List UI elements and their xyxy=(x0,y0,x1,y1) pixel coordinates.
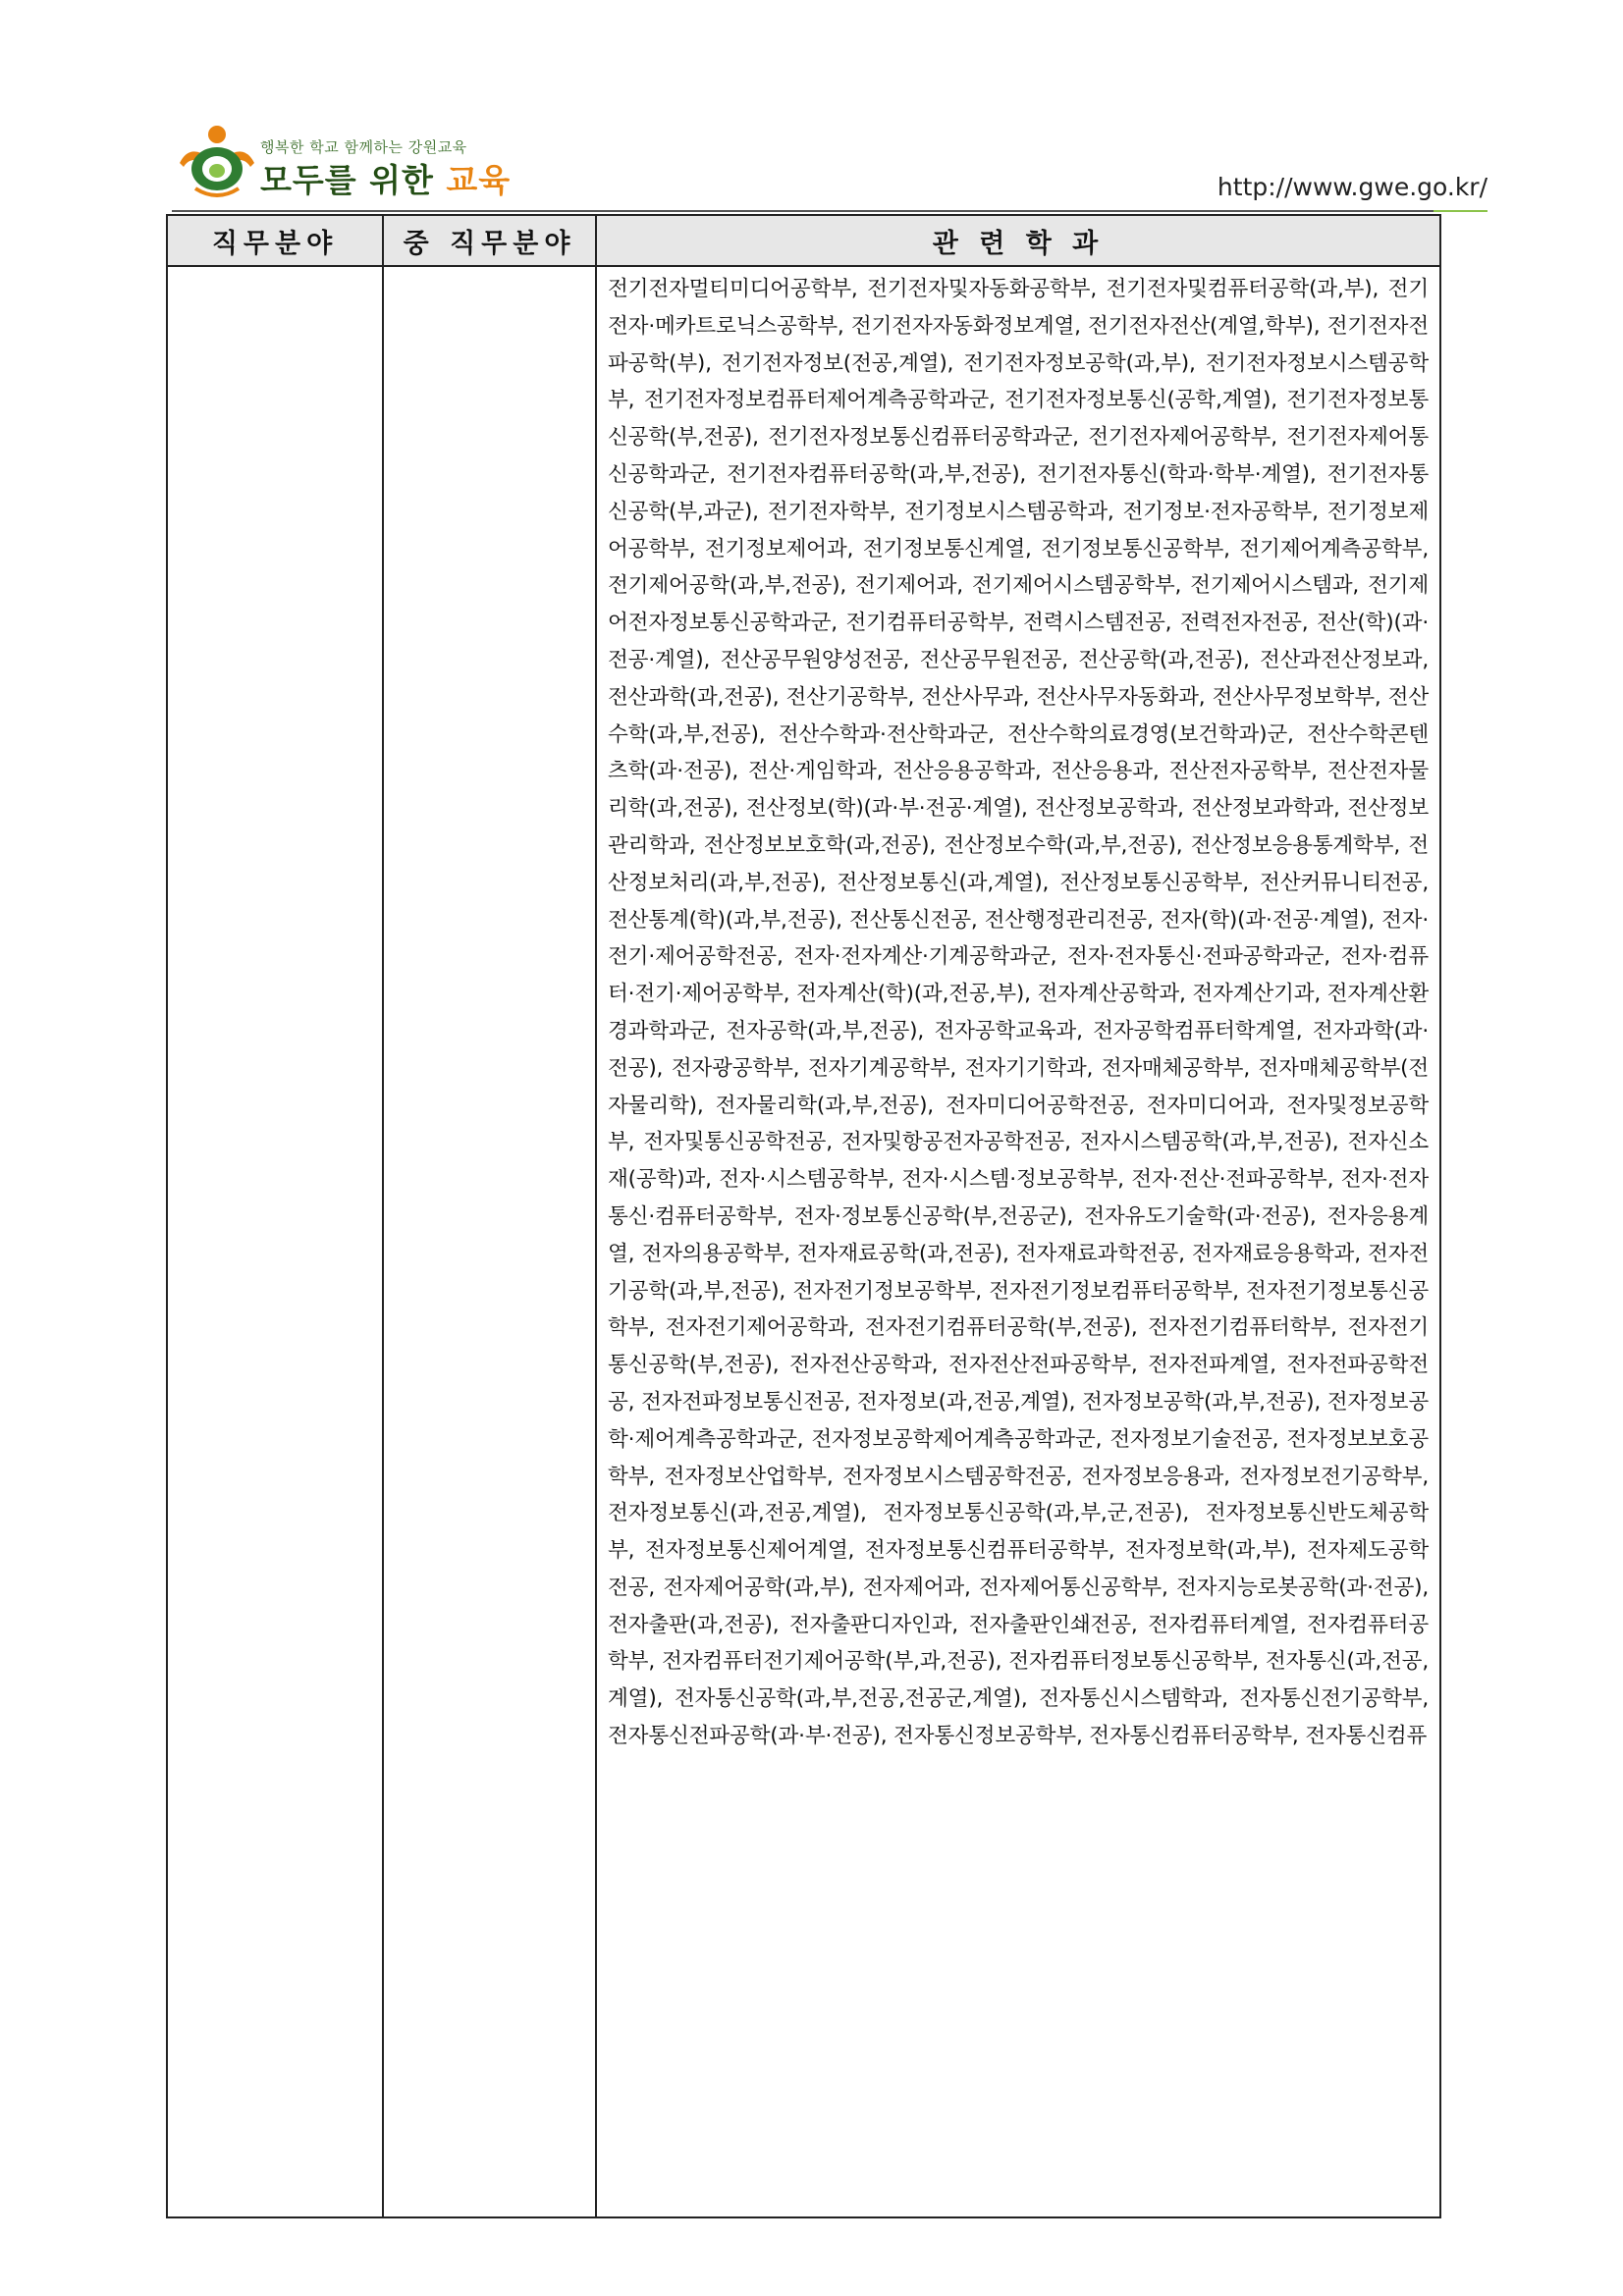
header-job-field: 직무분야 xyxy=(167,215,383,266)
logo-emblem-icon xyxy=(176,124,258,198)
table-row xyxy=(167,266,1440,2217)
header-sub-job-field: 중 직무분야 xyxy=(383,215,596,266)
gwe-logo xyxy=(172,120,512,199)
sub-job-field-cell xyxy=(383,266,596,2217)
page-header xyxy=(172,120,1488,210)
header-related-departments: 관 련 학 과 xyxy=(596,215,1440,266)
job-field-cell xyxy=(167,266,383,2217)
header-divider xyxy=(172,210,1488,212)
site-url[interactable]: http://www.gwe.go.kr/ xyxy=(1217,173,1488,201)
logo-slogan-accent: 교육 xyxy=(446,161,512,199)
logo-slogan-main xyxy=(260,155,511,201)
table-header-row xyxy=(167,215,1440,266)
header-divider-accent xyxy=(1434,210,1488,212)
related-departments-text: 전기전자멀티미디어공학부, 전기전자및자동화공학부, 전기전자및컴퓨터공학(과,부), 전기전자·메카트로닉스공학부, 전기전자자동화정보계열, 전기전자전산(계열,학부), 전기전자전파공학(부), 전기전자정보(전공,계열), 전기전자정보공학(과,부), 전기전자정보시스템공학부, 전기전자정보컴퓨터제어계측공학과군, 전기전자정보통신(공학,계열), 전기전자정보통신공학(부,전공), 전기전자정보통신컴퓨터공학과군, 전기전자제어공학부, 전기전자제어통신공학과군, 전기전자컴퓨터공학(과,부,전공), 전기전자통신(학과·학부·계열), 전기전자통신공학(부,과군), 전기전자학부, 전기정보시스템공학과, 전기정보·전자공학부, 전기정보제어공학부, 전기정보제어과, 전기정보통신계열, 전기정보통신공학부, 전기제어계측공학부, 전기제어공학(과,부,전공), 전기제어과, 전기제어시스템공학부, 전기제어시스템과, 전기제어전자정보통신공학과군, 전기컴퓨터공학부, 전력시스템전공, 전력전자전공, 전산(학)(과·전공·계열), 전산공무원양성전공, 전산공무원전공, 전산공학(과,전공), 전산과전산정보과, 전산과학(과,전공), 전산기공학부, 전산사무과, 전산사무자동화과, 전산사무정보학부, 전산수학(과,부,전공), 전산수학과·전산학과군, 전산수학의료경영(보건학과)군, 전산수학콘텐츠학(과·전공), 전산·게임학과, 전산응용공학과, 전산응용과, 전산전자공학부, 전산전자물리학(과,전공), 전산정보(학)(과·부·전공·계열), 전산정보공학과, 전산정보과학과, 전산정보관리학과, 전산정보보호학(과,전공), 전산정보수학(과,부,전공), 전산정보응용통계학부, 전산정보처리(과,부,전공), 전산정보통신(과,계열), 전산정보통신공학부, 전산커뮤니티전공, 전산통계(학)(과,부,전공), 전산통신전공, 전산행정관리전공, 전자(학)(과·전공·계열), 전자·전기·제어공학전공, 전자·전자계산·기계공학과군, 전자·전자통신·전파공학과군, 전자·컴퓨터·전기·제어공학부, 전자계산(학)(과,전공,부), 전자계산공학과, 전자계산기과, 전자계산환경과학과군, 전자공학(과,부,전공), 전자공학교육과, 전자공학컴퓨터학계열, 전자과학(과·전공), 전자광공학부, 전자기계공학부, 전자기기학과, 전자매체공학부, 전자매체공학부(전자물리학), 전자물리학(과,부,전공), 전자미디어공학전공, 전자미디어과, 전자및정보공학부, 전자및통신공학전공, 전자및항공전자공학전공, 전자시스템공학(과,부,전공), 전자신소재(공학)과, 전자·시스템공학부, 전자·시스템·정보공학부, 전자·전산·전파공학부, 전자·전자통신·컴퓨터공학부, 전자·정보통신공학(부,전공군), 전자유도기술학(과·전공), 전자응용계열, 전자의용공학부, 전자재료공학(과,전공), 전자재료과학전공, 전자재료응용학과, 전자전기공학(과,부,전공), 전자전기정보공학부, 전자전기정보컴퓨터공학부, 전자전기정보통신공학부, 전자전기제어공학과, 전자전기컴퓨터공학(부,전공), 전자전기컴퓨터학부, 전자전기통신공학(부,전공), 전자전산공학과, 전자전산전파공학부, 전자전파계열, 전자전파공학전공, 전자전파정보통신전공, 전자정보(과,전공,계열), 전자정보공학(과,부,전공), 전자정보공학·제어계측공학과군, 전자정보공학제어계측공학과군, 전자정보기술전공, 전자정보보호공학부, 전자정보산업학부, 전자정보시스템공학전공, 전자정보응용과, 전자정보전기공학부, 전자정보통신(과,전공,계열), 전자정보통신공학(과,부,군,전공), 전자정보통신반도체공학부, 전자정보통신제어계열, 전자정보통신컴퓨터공학부, 전자정보학(과,부), 전자제도공학전공, 전자제어공학(과,부), 전자제어과, 전자제어통신공학부, 전자지능로봇공학(과·전공), 전자출판(과,전공), 전자출판디자인과, 전자출판인쇄전공, 전자컴퓨터계열, 전자컴퓨터공학부, 전자컴퓨터전기제어공학(부,과,전공), 전자컴퓨터정보통신공학부, 전자통신(과,전공,계열), 전자통신공학(과,부,전공,전공군,계열), 전자통신시스템학과, 전자통신전기공학부, 전자통신전파공학(과·부·전공), 전자통신정보공학부, 전자통신컴퓨터공학부, 전자통신컴퓨 xyxy=(608,277,1429,1749)
logo-slogan-top: 행복한 학교 함께하는 강원교육 xyxy=(260,138,467,156)
related-departments-table xyxy=(166,214,1441,2218)
related-departments-cell xyxy=(596,266,1440,2217)
logo-slogan-prefix: 모두를 위한 xyxy=(260,161,447,199)
